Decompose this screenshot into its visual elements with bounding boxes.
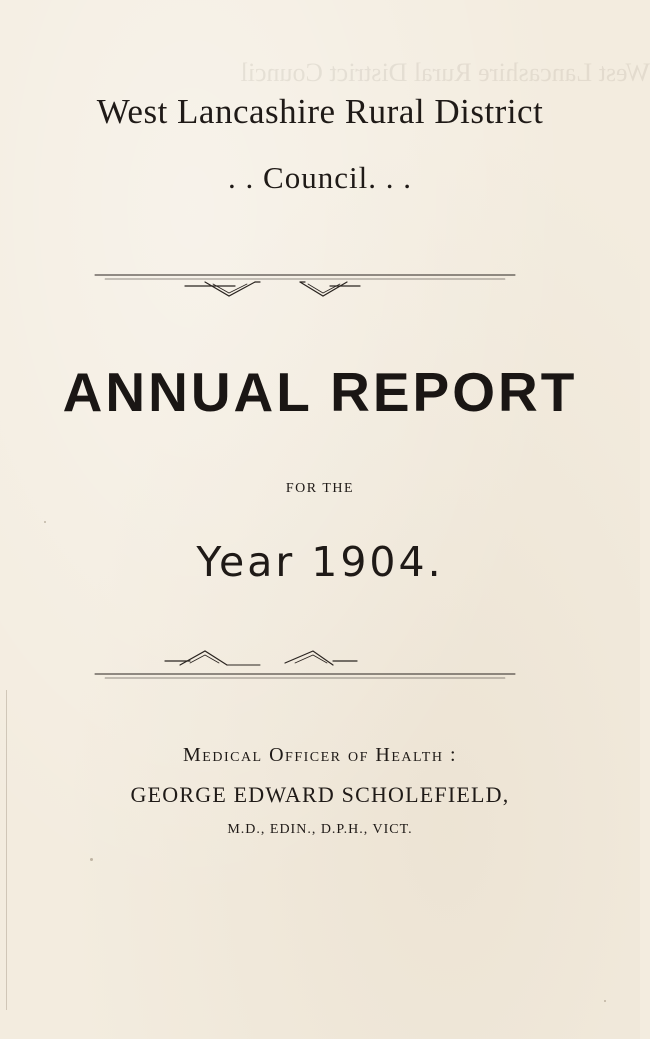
medical-officer-degrees: M.D., EDIN., D.P.H., VICT.	[227, 822, 413, 837]
show-through-text: West Lancashire Rural District Council	[240, 58, 650, 87]
council-name-line1: West Lancashire Rural District	[96, 92, 544, 131]
report-title: ANNUAL REPORT	[62, 361, 578, 423]
paper-speck	[90, 858, 93, 861]
paper-speck	[604, 1000, 606, 1002]
council-name-line2: . . Council. . .	[228, 160, 412, 195]
rule-ornament-chevron-down-icon	[95, 272, 515, 308]
paper-speck	[44, 521, 46, 523]
medical-officer-label: Medical Officer of Health :	[183, 744, 457, 766]
for-the-label: FOR THE	[285, 481, 355, 496]
report-year: Year 1904.	[196, 538, 444, 586]
left-margin-mark	[6, 690, 7, 1010]
rule-ornament-chevron-up-icon	[95, 645, 515, 685]
medical-officer-name: GEORGE EDWARD SCHOLEFIELD,	[130, 782, 510, 807]
